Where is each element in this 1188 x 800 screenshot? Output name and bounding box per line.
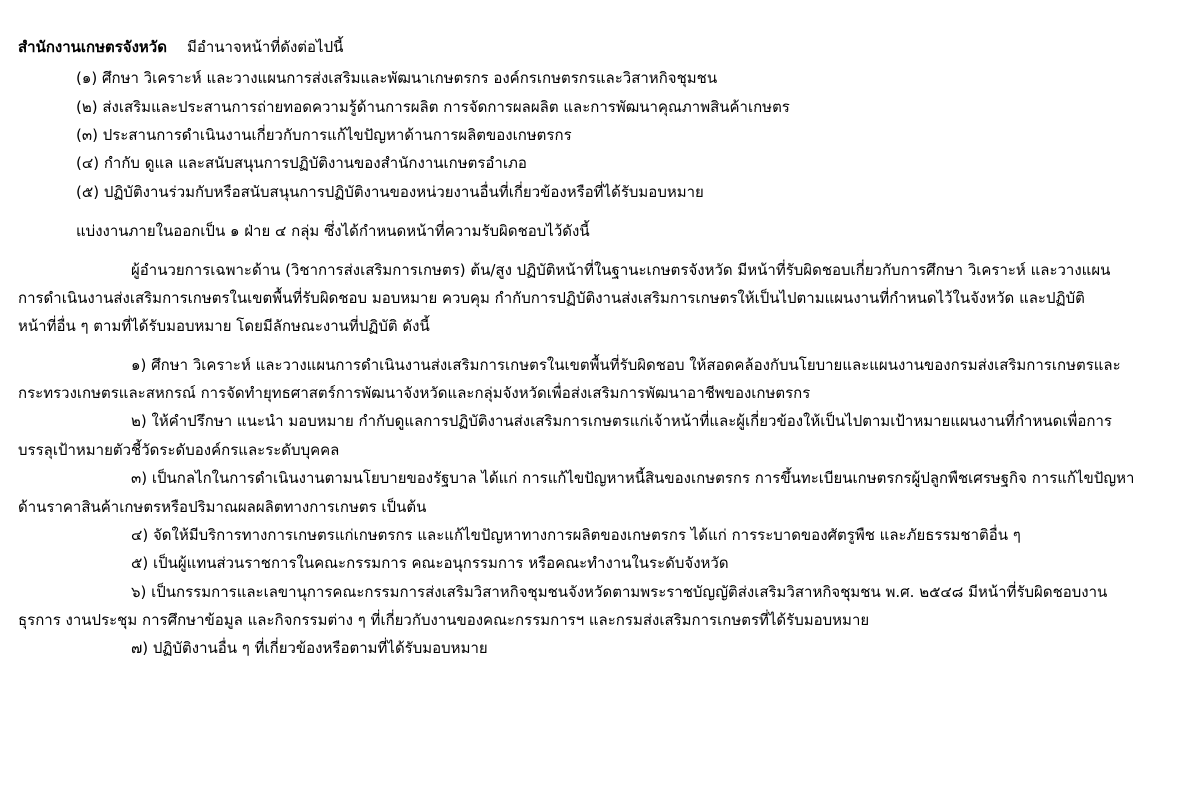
division-note: แบ่งงานภายในออกเป็น ๑ ฝ่าย ๔ กลุ่ม ซึ่งได้กำหนดหน้าที่ความรับผิดชอบไว้ดังนี้ xyxy=(76,222,590,240)
power-item-5: (๕) ปฏิบัติงานร่วมกับหรือสนับสนุนการปฏิบัติงานของหน่วยงานอื่นที่เกี่ยวข้องหรือที่ได้รับมอบหมาย xyxy=(76,183,704,201)
heading-line xyxy=(18,36,343,58)
power-item-3: (๓) ประสานการดำเนินงานเกี่ยวกับการแก้ไขปัญหาด้านการผลิตของเกษตรกร xyxy=(76,126,572,144)
duty-2-line-2: บรรลุเป้าหมายตัวชี้วัดระดับองค์กรและระดับบุคคล xyxy=(18,441,340,459)
power-item-4: (๔) กำกับ ดูแล และสนับสนุนการปฏิบัติงานของสำนักงานเกษตรอำเภอ xyxy=(76,154,527,172)
duty-2-line-1: ๒) ให้คำปรึกษา แนะนำ มอบหมาย กำกับดูแลการปฏิบัติงานส่งเสริมการเกษตรแก่เจ้าหน้าที่และผู้เกี่ยวข้องให้เป็นไปตามเป้าหมายแผนงานที่กำหนดเพื่อการ xyxy=(131,412,1112,430)
duty-1-line-2: กระทรวงเกษตรและสหกรณ์ การจัดทำยุทธศาสตร์การพัฒนาจังหวัดและกลุ่มจังหวัดเพื่อส่งเสริมการพัฒนาอาชีพของเกษตรกร xyxy=(18,384,811,402)
director-para-line-1: ผู้อำนวยการเฉพาะด้าน (วิชาการส่งเสริมการเกษตร) ต้น/สูง ปฏิบัติหน้าที่ในฐานะเกษตรจังหวัด มีหน้าที่รับผิดชอบเกี่ยวกับการศึกษา วิเคราะห์ และวางแผน xyxy=(131,261,1111,279)
power-item-2: (๒) ส่งเสริมและประสานการถ่ายทอดความรู้ด้านการผลิต การจัดการผลผลิต และการพัฒนาคุณภาพสินค้าเกษตร xyxy=(76,98,790,116)
director-para-line-3: หน้าที่อื่น ๆ ตามที่ได้รับมอบหมาย โดยมีลักษณะงานที่ปฏิบัติ ดังนี้ xyxy=(18,317,430,335)
duty-7: ๗) ปฏิบัติงานอื่น ๆ ที่เกี่ยวข้องหรือตามที่ได้รับมอบหมาย xyxy=(131,639,488,657)
director-para-line-2: การดำเนินงานส่งเสริมการเกษตรในเขตพื้นที่รับผิดชอบ มอบหมาย ควบคุม กำกับการปฏิบัติงานส่งเสริมการเกษตรให้เป็นไปตามแผนงานที่กำหนดไว้ในจังหวัด และปฏิบัติ xyxy=(18,289,1085,307)
office-powers-intro: มีอำนาจหน้าที่ดังต่อไปนี้ xyxy=(186,38,344,56)
duty-5: ๕) เป็นผู้แทนส่วนราชการในคณะกรรมการ คณะอนุกรรมการ หรือคณะทำงานในระดับจังหวัด xyxy=(131,554,729,572)
duty-3-line-2: ด้านราคาสินค้าเกษตรหรือปริมาณผลผลิตทางการเกษตร เป็นต้น xyxy=(18,498,427,516)
duty-3-line-1: ๓) เป็นกลไกในการดำเนินงานตามนโยบายของรัฐบาล ได้แก่ การแก้ไขปัญหาหนี้สินของเกษตรกร การขึ้นทะเบียนเกษตรกรผู้ปลูกพืชเศรษฐกิจ การแก้ไขปัญหา xyxy=(131,469,1135,487)
duty-6-line-2: ธุรการ งานประชุม การศึกษาข้อมูล และกิจกรรมต่าง ๆ ที่เกี่ยวกับงานของคณะกรรมการฯ และกรมส่งเสริมการเกษตรที่ได้รับมอบหมาย xyxy=(18,611,870,629)
duty-1-line-1: ๑) ศึกษา วิเคราะห์ และวางแผนการดำเนินงานส่งเสริมการเกษตรในเขตพื้นที่รับผิดชอบ ให้สอดคล้องกับนโยบายและแผนงานของกรมส่งเสริมการเกษตรและ xyxy=(131,356,1121,374)
office-title: สำนักงานเกษตรจังหวัด xyxy=(18,38,167,56)
duty-4: ๔) จัดให้มีบริการทางการเกษตรแก่เกษตรกร และแก้ไขปัญหาทางการผลิตของเกษตรกร ได้แก่ การระบาดของศัตรูพืช และภัยธรรมชาติอื่น ๆ xyxy=(131,526,1021,544)
power-item-1: (๑) ศึกษา วิเคราะห์ และวางแผนการส่งเสริมและพัฒนาเกษตรกร องค์กรเกษตรกรและวิสาหกิจชุมชน xyxy=(76,69,718,87)
duty-6-line-1: ๖) เป็นกรรมการและเลขานุการคณะกรรมการส่งเสริมวิสาหกิจชุมชนจังหวัดตามพระราชบัญญัติส่งเสริมวิสาหกิจชุมชน พ.ศ. ๒๕๔๘ มีหน้าที่รับผิดชอบงาน xyxy=(131,583,1108,601)
